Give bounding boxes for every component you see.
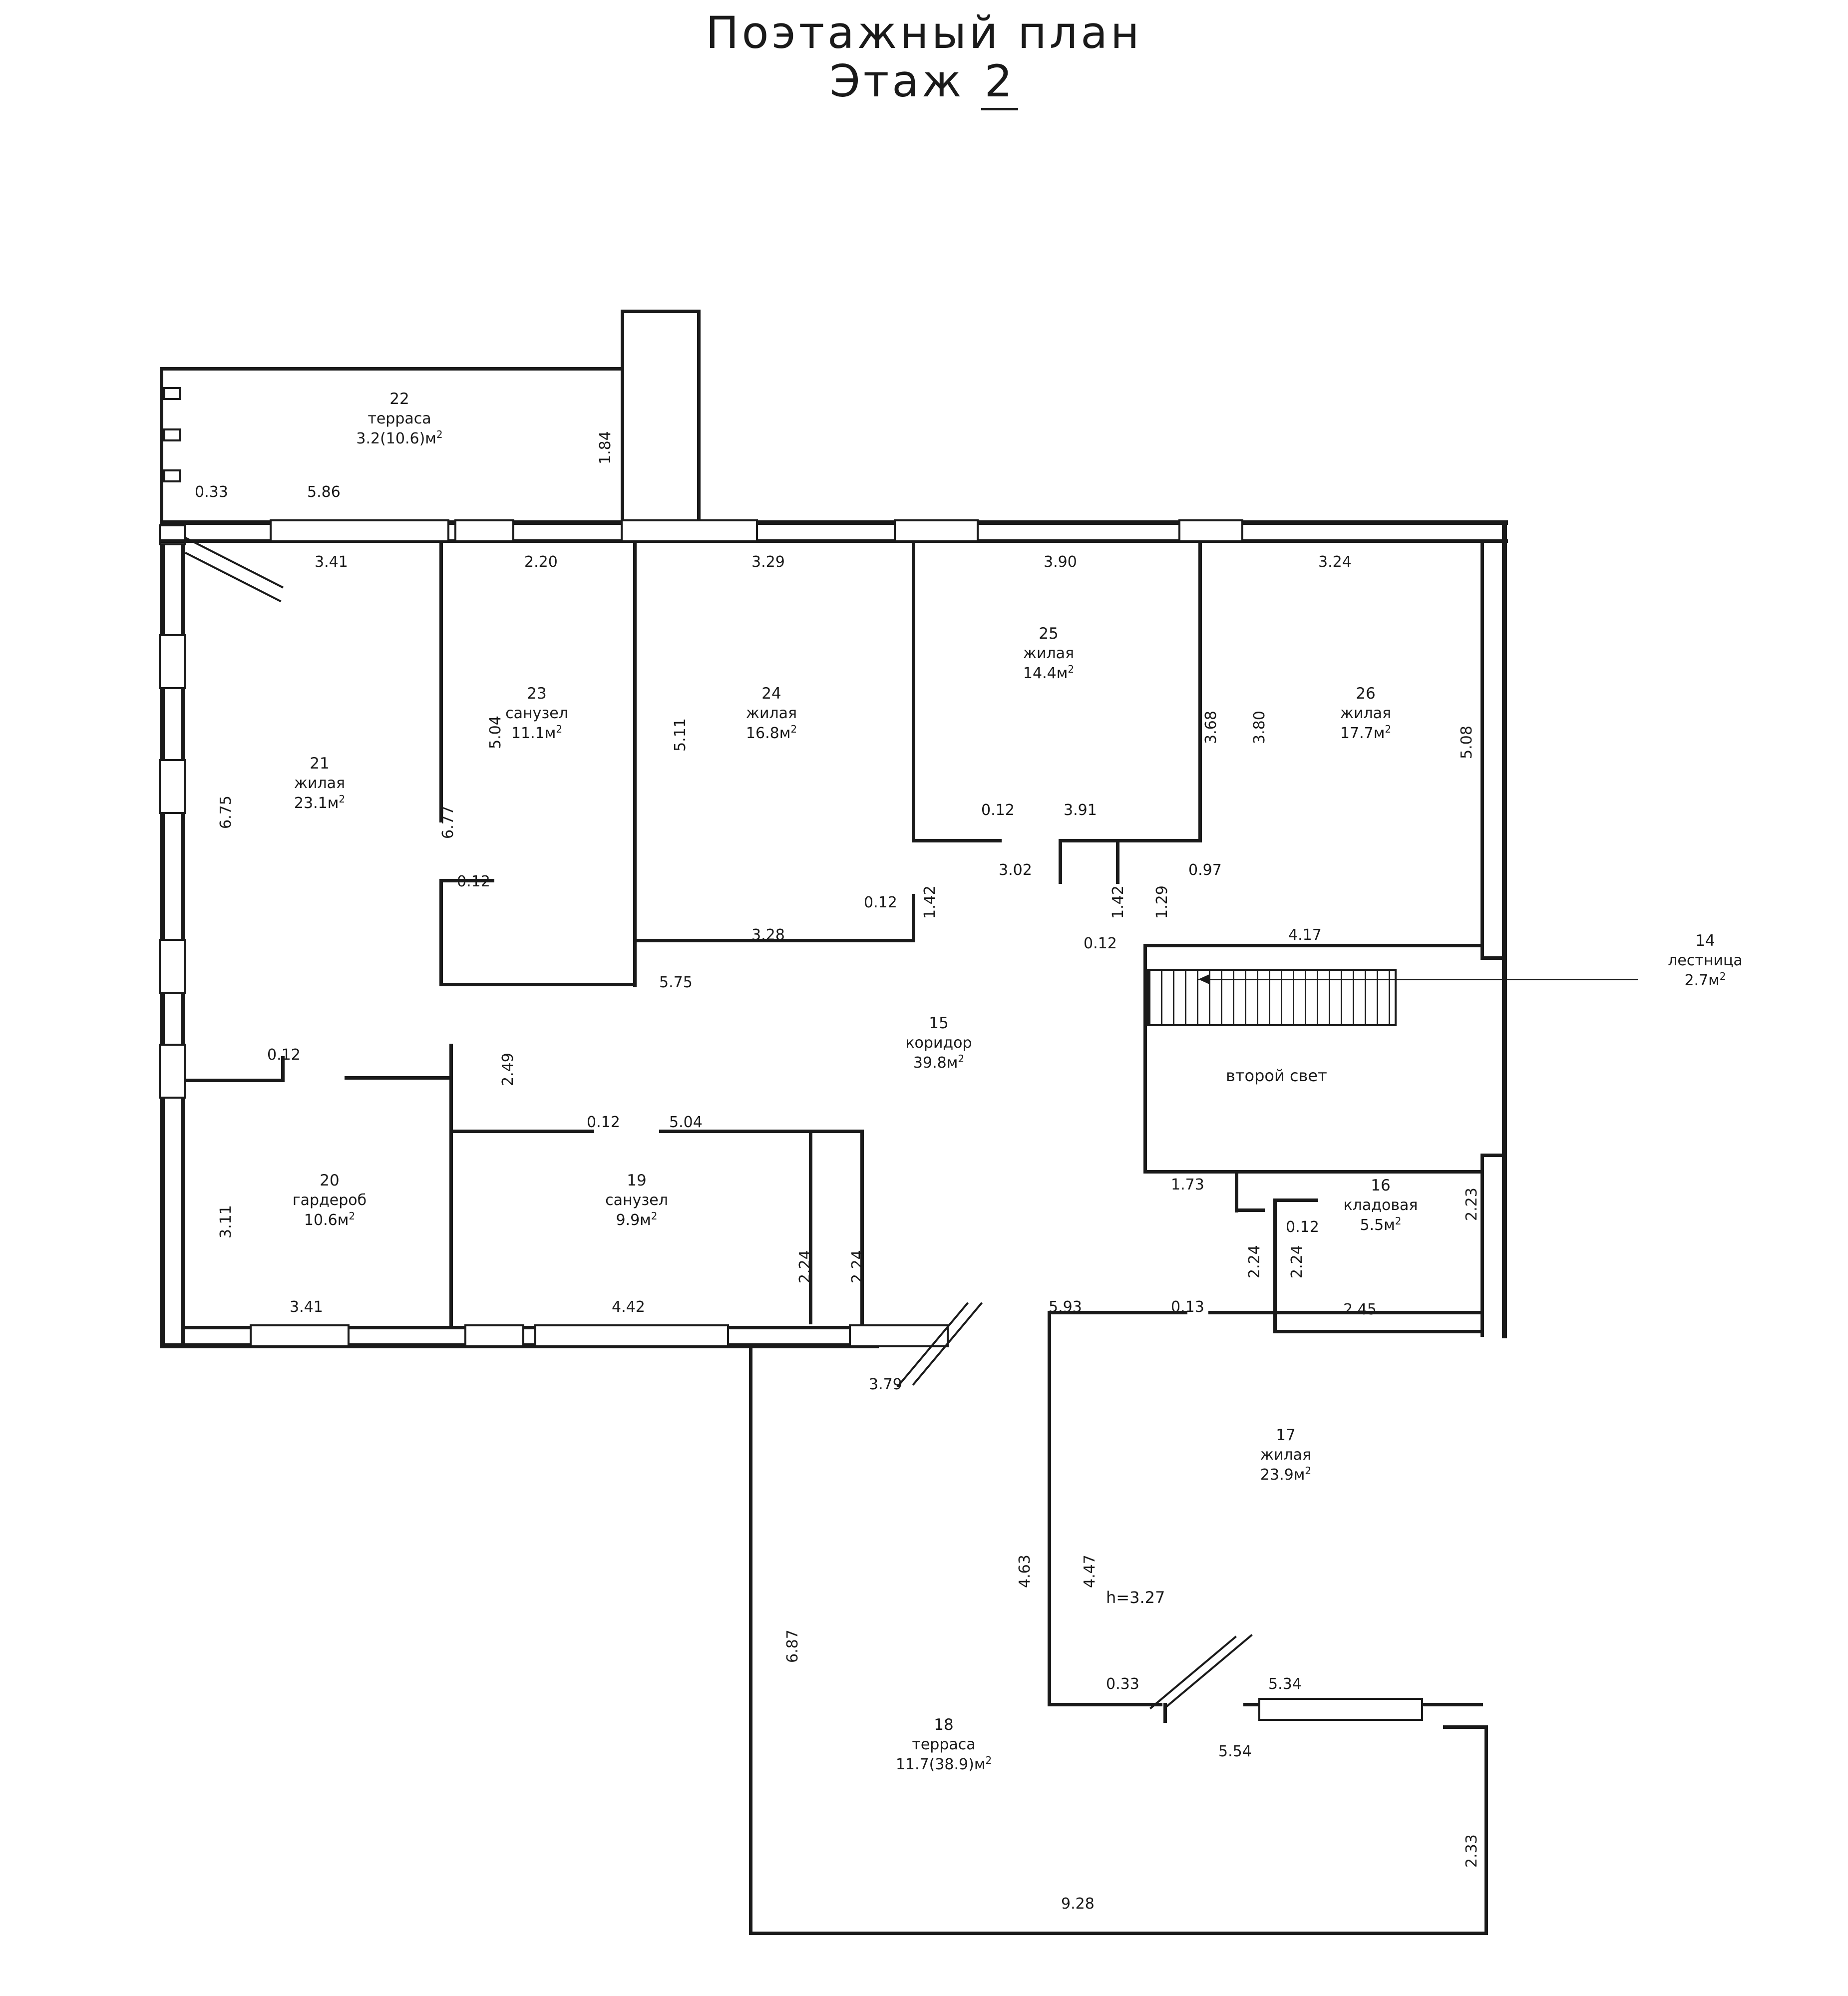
room-label-22	[330, 390, 469, 448]
wall-room25-right	[1198, 543, 1202, 842]
dim-2-23: 2.23	[1463, 1188, 1480, 1221]
wall-room24-right	[912, 543, 915, 842]
wall-room23-bottom-c	[439, 983, 634, 986]
room-19-number: 19	[627, 1172, 647, 1190]
wall-outer-right-2	[1502, 939, 1507, 1338]
window-left-3	[159, 939, 186, 994]
stairs-callout-leader	[1198, 979, 1638, 980]
wall-terrace22-top	[160, 367, 624, 371]
dim-4-63: 4.63	[1016, 1555, 1034, 1588]
height-note-room17: h=3.27	[1106, 1588, 1165, 1607]
room-21-area: $23.1м^2$	[294, 793, 346, 812]
dim-3-24: 3.24	[1318, 553, 1352, 571]
wall-terrace18-left	[749, 1348, 752, 1935]
dim-3-80: 3.80	[1251, 711, 1268, 744]
dim-0-33-bottom: 0.33	[1106, 1675, 1139, 1693]
room-18-area: $11.7(38.9)м^2$	[895, 1754, 992, 1774]
dim-0-33-top: 0.33	[195, 483, 228, 501]
dim-2-49: 2.49	[499, 1053, 517, 1086]
window-left-4	[159, 1044, 186, 1099]
room-23-area: $11.1м^2$	[511, 723, 563, 743]
dim-2-24-a: 2.24	[796, 1250, 814, 1283]
dim-0-12-g: 0.12	[587, 1114, 620, 1131]
room-18-number: 18	[934, 1716, 954, 1734]
room-24-name: жилая	[745, 704, 797, 722]
wall-room19-top-b	[449, 1130, 594, 1133]
room-21-number: 21	[310, 755, 330, 773]
room-26-area: $17.7м^2$	[1340, 723, 1392, 743]
wall-chimney-top	[621, 310, 701, 313]
wall-secondlight-left	[1143, 944, 1147, 1174]
window-notch-1	[163, 387, 181, 400]
room-17-area: $23.9м^2$	[1260, 1465, 1312, 1484]
wall-outer-right-inner	[1480, 539, 1484, 959]
dim-4-47: 4.47	[1081, 1555, 1099, 1588]
wall-right-jog-top	[1480, 956, 1507, 960]
dim-3-41-bottom: 3.41	[290, 1298, 323, 1316]
dim-2-24-b: 2.24	[849, 1250, 866, 1283]
wall-room25-jamb-c	[1116, 839, 1119, 884]
dim-2-24-d: 2.24	[1288, 1245, 1306, 1278]
wall-room16-jamb	[1235, 1170, 1238, 1212]
room-24-area: $16.8м^2$	[745, 723, 797, 743]
dim-3-90: 3.90	[1044, 553, 1077, 571]
dim-3-29: 3.29	[751, 553, 785, 571]
room-24-number: 24	[761, 685, 781, 703]
room-26-number: 26	[1356, 685, 1376, 703]
room-16-area: $5.5м^2$	[1360, 1215, 1402, 1234]
title-line-2	[0, 56, 1848, 106]
room-label-19	[579, 1171, 694, 1230]
wall-room26-bottom	[1143, 944, 1483, 947]
room-15-name: коридор	[905, 1034, 972, 1052]
room-22-area: $3.2(10.6)м^2$	[356, 428, 443, 448]
room-label-15	[879, 1014, 999, 1073]
room-25-number: 25	[1039, 625, 1059, 643]
wall-room25-bottom	[1059, 839, 1202, 842]
wall-room20-right-top	[345, 1076, 452, 1080]
dim-1-73: 1.73	[1171, 1176, 1204, 1194]
room-16-number: 16	[1371, 1177, 1391, 1195]
room-26-name: жилая	[1340, 704, 1392, 722]
wall-terrace18-right	[1484, 1725, 1488, 1935]
wall-room24-right-lower	[912, 894, 915, 942]
dim-5-04-left: 5.04	[487, 716, 504, 749]
title-floor-number: 2	[981, 55, 1018, 110]
title-line-1: Поэтажный план	[706, 7, 1142, 58]
dim-5-04-mid: 5.04	[669, 1114, 703, 1131]
wall-room17-left	[1048, 1311, 1051, 1705]
dim-3-68: 3.68	[1202, 711, 1220, 744]
dim-6-77: 6.77	[439, 805, 457, 839]
wall-terrace18-right-top	[1443, 1725, 1488, 1729]
dim-6-87: 6.87	[784, 1629, 801, 1663]
wall-terrace18-bottom	[749, 1932, 1488, 1935]
dim-1-84: 1.84	[597, 431, 614, 464]
dim-3-11: 3.11	[217, 1205, 235, 1238]
door-swing-terrace18-bottom-b	[1149, 1635, 1237, 1709]
wall-chimney-right	[697, 310, 701, 522]
room-label-16	[1318, 1176, 1443, 1235]
dim-0-12-f: 0.12	[267, 1046, 301, 1064]
room-25-area: $14.4м^2$	[1023, 663, 1075, 683]
wall-terrace22-left	[160, 367, 163, 522]
door-swing-terrace18-bottom	[1163, 1634, 1253, 1709]
door-swing-terrace22-b	[185, 552, 281, 602]
dim-2-24-c: 2.24	[1246, 1245, 1263, 1278]
dim-3-02: 3.02	[999, 861, 1032, 879]
dim-5-75: 5.75	[659, 974, 693, 991]
room-label-18	[859, 1715, 1029, 1774]
window-bottom-1	[250, 1324, 350, 1347]
wall-room17-bottom	[1048, 1703, 1162, 1706]
window-notch-3	[163, 469, 181, 482]
room-label-24	[714, 684, 829, 743]
dim-0-13: 0.13	[1171, 1298, 1204, 1316]
room-19-name: санузел	[605, 1191, 668, 1209]
room-14-name: лестница	[1668, 951, 1743, 969]
wall-room19-right	[809, 1130, 812, 1324]
room-15-area: $39.8м^2$	[913, 1053, 965, 1072]
dim-0-12-b: 0.12	[457, 873, 490, 890]
dim-9-28: 9.28	[1061, 1895, 1095, 1913]
dim-4-42: 4.42	[612, 1298, 645, 1316]
wall-outer-right	[1502, 520, 1507, 960]
room-14-number: 14	[1695, 932, 1715, 950]
window-left-1	[159, 634, 186, 689]
wall-room21-right	[439, 543, 443, 822]
dim-5-34: 5.34	[1268, 1675, 1302, 1693]
room-14-area: $2.7м^2$	[1684, 970, 1726, 990]
room-label-20	[267, 1171, 392, 1230]
stairs-callout-arrow	[1198, 974, 1209, 984]
window-bottom-2	[464, 1324, 524, 1347]
dim-1-42-a: 1.42	[921, 885, 939, 919]
title-floor-word: Этаж	[829, 55, 982, 107]
window-room17-bottom	[1258, 1698, 1423, 1721]
window-top-4	[894, 519, 979, 542]
room-21-name: жилая	[294, 774, 346, 792]
room-25-name: жилая	[1023, 644, 1075, 662]
dim-3-28: 3.28	[751, 926, 785, 944]
room-label-21	[260, 754, 379, 813]
room-23-number: 23	[527, 685, 547, 703]
dim-3-41-top: 3.41	[315, 553, 348, 571]
window-top-2	[454, 519, 514, 542]
dim-5-93: 5.93	[1049, 1298, 1082, 1316]
room-20-area: $10.6м^2$	[304, 1210, 356, 1229]
room-22-name: терраса	[368, 409, 431, 427]
dim-3-79: 3.79	[869, 1376, 902, 1393]
window-top-1	[270, 519, 449, 542]
wall-room20-top	[185, 1079, 285, 1082]
room-label-26	[1308, 684, 1423, 743]
room-17-number: 17	[1276, 1426, 1296, 1444]
room-23-name: санузел	[505, 704, 568, 722]
door-swing-terrace22	[185, 537, 284, 588]
wall-right-jog-bottom	[1480, 1154, 1507, 1157]
window-bottom-3	[534, 1324, 729, 1347]
room-label-25	[991, 624, 1106, 683]
wall-room19-top-a	[449, 1130, 453, 1160]
window-top-5	[1178, 519, 1243, 542]
dim-0-12-c: 0.12	[864, 894, 897, 911]
wall-room25-door-jamb	[912, 839, 1002, 842]
wall-room19-right2	[860, 1130, 864, 1324]
stairs-14	[1147, 969, 1397, 1026]
dim-2-33: 2.33	[1463, 1834, 1480, 1868]
wall-room16-jamb-h	[1235, 1208, 1265, 1212]
dim-1-42-b: 1.42	[1109, 885, 1127, 919]
wall-outer-right-3	[1480, 1157, 1484, 1337]
room-17-name: жилая	[1260, 1446, 1312, 1464]
wall-room23-bottom-a	[439, 879, 443, 986]
wall-secondlight-bottom	[1143, 1170, 1483, 1174]
dim-1-29: 1.29	[1153, 885, 1171, 919]
room-15-number: 15	[929, 1014, 949, 1032]
room-19-area: $9.9м^2$	[616, 1210, 658, 1229]
room-20-number: 20	[320, 1172, 340, 1190]
room-22-number: 22	[389, 390, 409, 408]
wall-room23-right	[633, 543, 637, 987]
window-top-3	[621, 519, 758, 542]
room-20-name: гардероб	[292, 1191, 367, 1209]
window-left-2	[159, 759, 186, 814]
wall-room25-jamb-b	[1059, 839, 1062, 884]
second-light-label: второй свет	[1226, 1066, 1327, 1085]
room-16-name: кладовая	[1343, 1196, 1418, 1214]
dim-0-12-a: 0.12	[981, 801, 1015, 819]
dim-0-12-h: 0.12	[1286, 1218, 1319, 1236]
dim-3-91: 3.91	[1064, 801, 1097, 819]
page-title	[0, 7, 1848, 107]
dim-5-11: 5.11	[672, 718, 689, 752]
room-label-17	[1228, 1426, 1343, 1485]
dim-0-12-e: 0.12	[1084, 935, 1117, 952]
dim-2-20: 2.20	[524, 553, 558, 571]
wall-chimney-left	[621, 310, 624, 522]
dim-6-75: 6.75	[217, 796, 235, 829]
room-label-14	[1643, 931, 1768, 990]
wall-room20-right	[449, 1044, 453, 1328]
dim-2-45: 2.45	[1343, 1301, 1377, 1318]
dim-5-08: 5.08	[1458, 726, 1476, 759]
dim-0-97: 0.97	[1188, 861, 1222, 879]
wall-room16-top	[1273, 1198, 1318, 1202]
window-notch-2	[163, 428, 181, 441]
room-18-name: терраса	[912, 1735, 976, 1753]
dim-5-54: 5.54	[1218, 1743, 1252, 1760]
wall-room16-bottom	[1273, 1330, 1483, 1333]
dim-5-86: 5.86	[307, 483, 341, 501]
dim-4-17: 4.17	[1288, 926, 1322, 944]
